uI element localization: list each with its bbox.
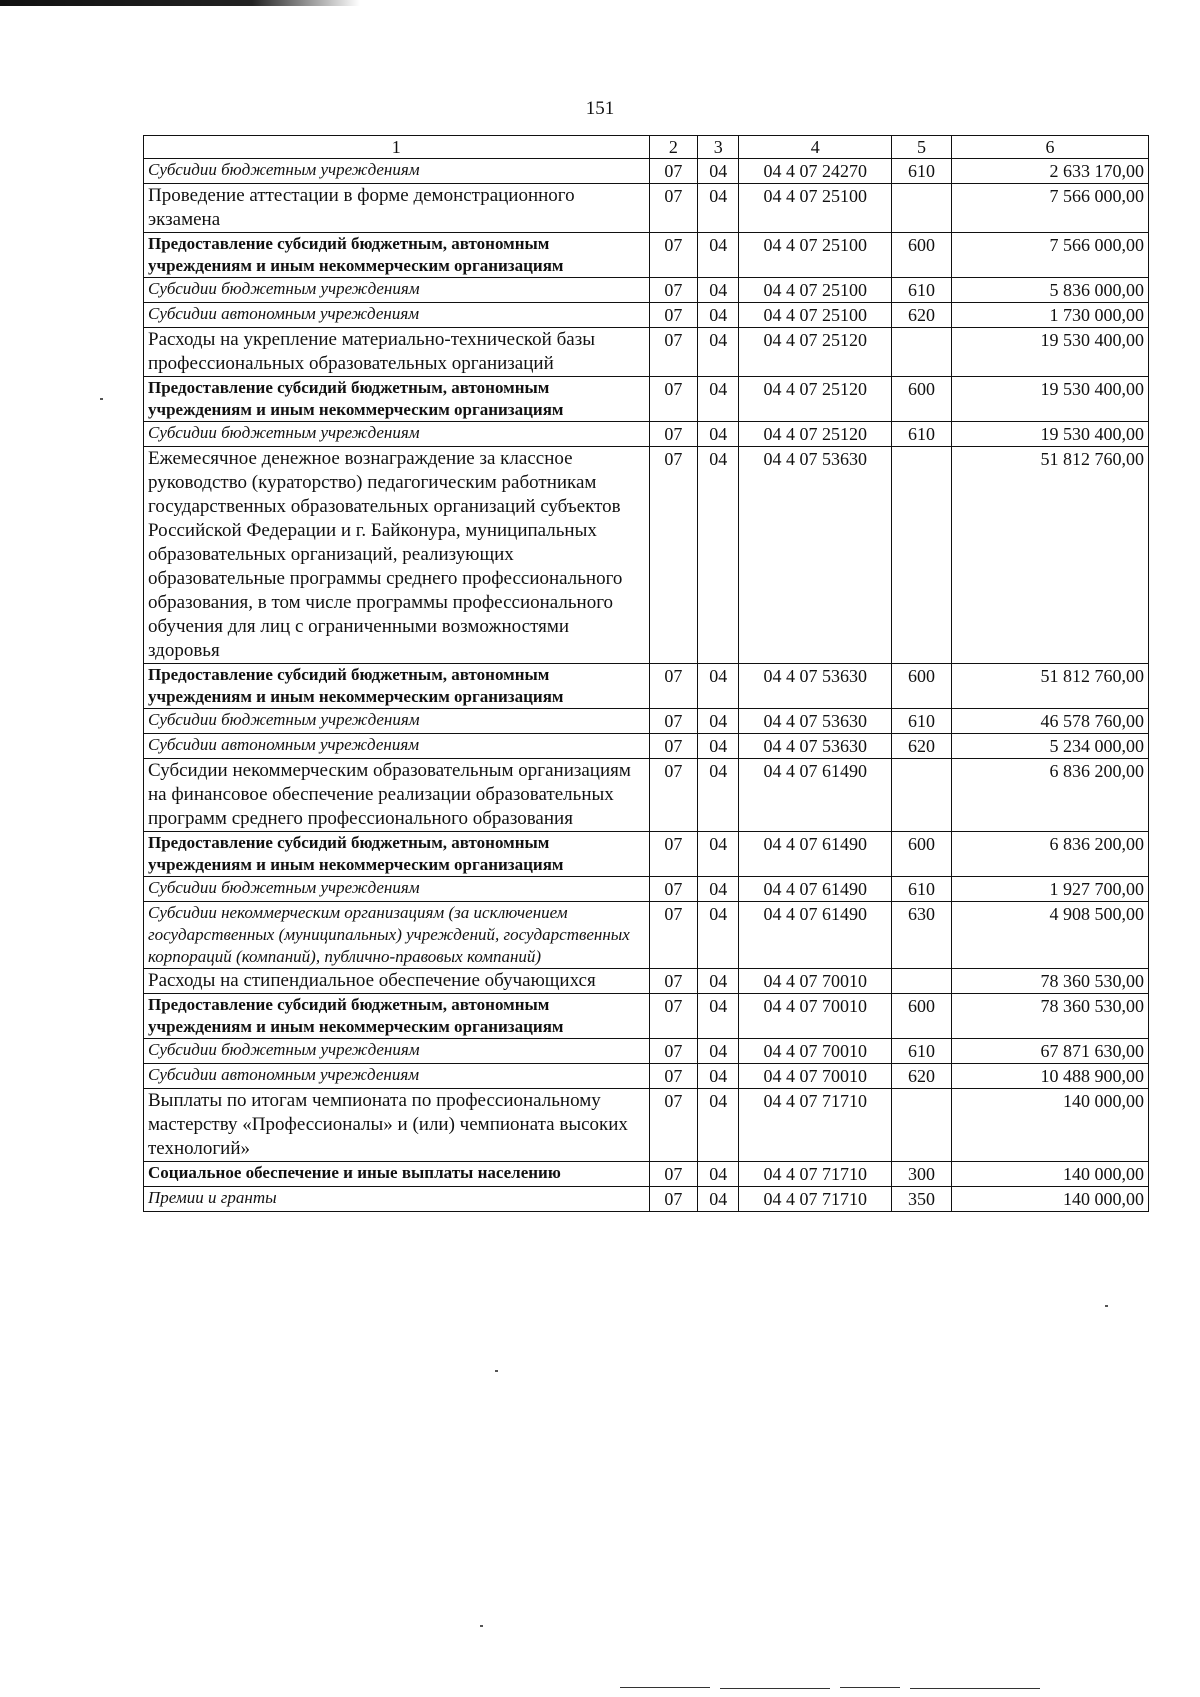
budget-table	[143, 135, 1149, 1212]
row-name: Субсидии бюджетным учреждениям	[144, 1039, 650, 1064]
row-expense-type: 610	[892, 877, 952, 902]
row-section: 07	[649, 303, 697, 328]
row-subsection: 04	[698, 1064, 739, 1089]
scan-artifact-speck	[495, 1370, 498, 1372]
table-row	[144, 278, 1149, 303]
row-amount: 5 836 000,00	[951, 278, 1148, 303]
row-name: Субсидии автономным учреждениям	[144, 734, 650, 759]
row-expense-type: 630	[892, 902, 952, 969]
table-row	[144, 328, 1149, 377]
table-row	[144, 994, 1149, 1039]
row-target-code: 04 4 07 70010	[739, 1064, 892, 1089]
row-target-code: 04 4 07 25100	[739, 233, 892, 278]
row-name: Субсидии автономным учреждениям	[144, 1064, 650, 1089]
table-header-row	[144, 136, 1149, 159]
row-section: 07	[649, 832, 697, 877]
row-name: Субсидии некоммерческим организациям (за исключением государственных (муниципальных) учреждений, государственных корпораций (компаний), публично-правовых компаний)	[144, 902, 650, 969]
row-subsection: 04	[698, 1039, 739, 1064]
row-section: 07	[649, 159, 697, 184]
table-row	[144, 159, 1149, 184]
row-section: 07	[649, 709, 697, 734]
row-section: 07	[649, 377, 697, 422]
row-name: Расходы на укрепление материально-технической базы профессиональных образовательных организаций	[144, 328, 650, 377]
header-col-5: 5	[892, 136, 952, 159]
row-name: Предоставление субсидий бюджетным, автономным учреждениям и иным некоммерческим организациям	[144, 377, 650, 422]
table-row	[144, 233, 1149, 278]
row-amount: 1 730 000,00	[951, 303, 1148, 328]
row-name: Субсидии бюджетным учреждениям	[144, 422, 650, 447]
row-target-code: 04 4 07 53630	[739, 447, 892, 664]
row-amount: 5 234 000,00	[951, 734, 1148, 759]
table-row	[144, 447, 1149, 664]
row-amount: 51 812 760,00	[951, 664, 1148, 709]
row-expense-type: 600	[892, 233, 952, 278]
row-subsection: 04	[698, 832, 739, 877]
row-target-code: 04 4 07 61490	[739, 832, 892, 877]
row-expense-type: 610	[892, 1039, 952, 1064]
row-subsection: 04	[698, 1162, 739, 1187]
row-target-code: 04 4 07 24270	[739, 159, 892, 184]
row-name: Субсидии автономным учреждениям	[144, 303, 650, 328]
row-amount: 7 566 000,00	[951, 184, 1148, 233]
scan-artifact-line	[720, 1688, 830, 1689]
row-subsection: 04	[698, 994, 739, 1039]
row-section: 07	[649, 1064, 697, 1089]
row-name: Предоставление субсидий бюджетным, автономным учреждениям и иным некоммерческим организациям	[144, 233, 650, 278]
row-target-code: 04 4 07 71710	[739, 1162, 892, 1187]
row-subsection: 04	[698, 303, 739, 328]
row-target-code: 04 4 07 53630	[739, 709, 892, 734]
scan-artifact-line	[910, 1688, 1040, 1689]
row-name: Субсидии бюджетным учреждениям	[144, 709, 650, 734]
table-row	[144, 1089, 1149, 1162]
row-subsection: 04	[698, 969, 739, 994]
row-name: Субсидии некоммерческим образовательным организациям на финансовое обеспечение реализации образовательных программ среднего профессионального образования	[144, 759, 650, 832]
row-section: 07	[649, 278, 697, 303]
row-expense-type: 620	[892, 1064, 952, 1089]
row-expense-type	[892, 328, 952, 377]
table-row	[144, 877, 1149, 902]
table-row	[144, 664, 1149, 709]
row-section: 07	[649, 233, 697, 278]
row-amount: 19 530 400,00	[951, 422, 1148, 447]
row-expense-type: 600	[892, 994, 952, 1039]
row-expense-type	[892, 447, 952, 664]
row-target-code: 04 4 07 25100	[739, 303, 892, 328]
row-subsection: 04	[698, 759, 739, 832]
row-subsection: 04	[698, 447, 739, 664]
row-subsection: 04	[698, 902, 739, 969]
row-amount: 7 566 000,00	[951, 233, 1148, 278]
row-target-code: 04 4 07 53630	[739, 734, 892, 759]
row-subsection: 04	[698, 1187, 739, 1212]
row-amount: 4 908 500,00	[951, 902, 1148, 969]
table-row	[144, 184, 1149, 233]
row-amount: 140 000,00	[951, 1162, 1148, 1187]
row-amount: 19 530 400,00	[951, 377, 1148, 422]
table-row	[144, 1064, 1149, 1089]
row-subsection: 04	[698, 328, 739, 377]
row-section: 07	[649, 902, 697, 969]
row-target-code: 04 4 07 70010	[739, 1039, 892, 1064]
row-amount: 6 836 200,00	[951, 832, 1148, 877]
row-name: Проведение аттестации в форме демонстрационного экзамена	[144, 184, 650, 233]
row-target-code: 04 4 07 70010	[739, 969, 892, 994]
row-target-code: 04 4 07 25120	[739, 422, 892, 447]
row-amount: 19 530 400,00	[951, 328, 1148, 377]
row-target-code: 04 4 07 25100	[739, 278, 892, 303]
row-amount: 78 360 530,00	[951, 969, 1148, 994]
row-amount: 140 000,00	[951, 1187, 1148, 1212]
row-expense-type: 620	[892, 734, 952, 759]
row-name: Премии и гранты	[144, 1187, 650, 1212]
row-name: Социальное обеспечение и иные выплаты населению	[144, 1162, 650, 1187]
row-subsection: 04	[698, 159, 739, 184]
row-subsection: 04	[698, 377, 739, 422]
table-row	[144, 1187, 1149, 1212]
row-expense-type	[892, 1089, 952, 1162]
row-subsection: 04	[698, 422, 739, 447]
row-section: 07	[649, 734, 697, 759]
row-expense-type: 610	[892, 422, 952, 447]
row-amount: 78 360 530,00	[951, 994, 1148, 1039]
row-subsection: 04	[698, 709, 739, 734]
row-subsection: 04	[698, 1089, 739, 1162]
scan-edge-mark	[0, 0, 360, 6]
row-name: Предоставление субсидий бюджетным, автономным учреждениям и иным некоммерческим организациям	[144, 994, 650, 1039]
scan-artifact-line	[840, 1687, 900, 1688]
table-row	[144, 709, 1149, 734]
row-target-code: 04 4 07 25120	[739, 328, 892, 377]
row-expense-type: 300	[892, 1162, 952, 1187]
row-section: 07	[649, 994, 697, 1039]
row-amount: 1 927 700,00	[951, 877, 1148, 902]
row-section: 07	[649, 447, 697, 664]
row-name: Субсидии бюджетным учреждениям	[144, 877, 650, 902]
scan-artifact-speck	[1105, 1305, 1108, 1307]
header-col-2: 2	[649, 136, 697, 159]
header-col-3: 3	[698, 136, 739, 159]
row-subsection: 04	[698, 233, 739, 278]
budget-table-body	[144, 136, 1149, 1212]
table-row	[144, 902, 1149, 969]
row-name: Расходы на стипендиальное обеспечение обучающихся	[144, 969, 650, 994]
header-col-4: 4	[739, 136, 892, 159]
row-target-code: 04 4 07 71710	[739, 1187, 892, 1212]
table-row	[144, 422, 1149, 447]
header-col-6: 6	[951, 136, 1148, 159]
row-section: 07	[649, 184, 697, 233]
row-expense-type: 610	[892, 159, 952, 184]
row-amount: 51 812 760,00	[951, 447, 1148, 664]
table-row	[144, 759, 1149, 832]
row-section: 07	[649, 328, 697, 377]
scan-artifact-speck	[480, 1625, 483, 1627]
row-amount: 10 488 900,00	[951, 1064, 1148, 1089]
page-number: 151	[585, 98, 615, 119]
row-expense-type	[892, 969, 952, 994]
table-row	[144, 303, 1149, 328]
table-row	[144, 377, 1149, 422]
row-expense-type	[892, 759, 952, 832]
table-row	[144, 1039, 1149, 1064]
row-section: 07	[649, 664, 697, 709]
row-expense-type	[892, 184, 952, 233]
row-target-code: 04 4 07 70010	[739, 994, 892, 1039]
row-section: 07	[649, 422, 697, 447]
row-amount: 46 578 760,00	[951, 709, 1148, 734]
scan-artifact-line	[620, 1687, 710, 1688]
row-name: Субсидии бюджетным учреждениям	[144, 159, 650, 184]
table-row	[144, 832, 1149, 877]
table-row	[144, 1162, 1149, 1187]
row-expense-type: 610	[892, 709, 952, 734]
header-col-1: 1	[144, 136, 650, 159]
row-target-code: 04 4 07 61490	[739, 877, 892, 902]
row-section: 07	[649, 1039, 697, 1064]
row-subsection: 04	[698, 278, 739, 303]
row-name: Субсидии бюджетным учреждениям	[144, 278, 650, 303]
row-expense-type: 620	[892, 303, 952, 328]
row-target-code: 04 4 07 25100	[739, 184, 892, 233]
row-target-code: 04 4 07 61490	[739, 902, 892, 969]
row-target-code: 04 4 07 25120	[739, 377, 892, 422]
row-amount: 67 871 630,00	[951, 1039, 1148, 1064]
row-name: Предоставление субсидий бюджетным, автономным учреждениям и иным некоммерческим организациям	[144, 664, 650, 709]
row-subsection: 04	[698, 184, 739, 233]
row-expense-type: 610	[892, 278, 952, 303]
row-section: 07	[649, 759, 697, 832]
row-amount: 6 836 200,00	[951, 759, 1148, 832]
table-row	[144, 969, 1149, 994]
row-subsection: 04	[698, 664, 739, 709]
row-expense-type: 600	[892, 664, 952, 709]
row-section: 07	[649, 1187, 697, 1212]
row-amount: 2 633 170,00	[951, 159, 1148, 184]
row-expense-type: 600	[892, 832, 952, 877]
table-row	[144, 734, 1149, 759]
row-name: Предоставление субсидий бюджетным, автономным учреждениям и иным некоммерческим организациям	[144, 832, 650, 877]
row-expense-type: 350	[892, 1187, 952, 1212]
row-amount: 140 000,00	[951, 1089, 1148, 1162]
row-section: 07	[649, 969, 697, 994]
row-name: Ежемесячное денежное вознаграждение за классное руководство (кураторство) педагогическим работникам государственных образовательных организаций субъектов Российской Федерации и г. Байконура, муниципальных образовательных организаций, реализующих образовательные программы среднего профессионального образования, в том числе программы профессионального обучения для лиц с ограниченными возможностями здоровья	[144, 447, 650, 664]
row-section: 07	[649, 1162, 697, 1187]
row-target-code: 04 4 07 53630	[739, 664, 892, 709]
row-section: 07	[649, 1089, 697, 1162]
row-target-code: 04 4 07 61490	[739, 759, 892, 832]
row-section: 07	[649, 877, 697, 902]
row-name: Выплаты по итогам чемпионата по профессиональному мастерству «Профессионалы» и (или) чемпионата высоких технологий»	[144, 1089, 650, 1162]
row-target-code: 04 4 07 71710	[739, 1089, 892, 1162]
scan-artifact-speck	[100, 398, 103, 400]
row-expense-type: 600	[892, 377, 952, 422]
row-subsection: 04	[698, 734, 739, 759]
row-subsection: 04	[698, 877, 739, 902]
